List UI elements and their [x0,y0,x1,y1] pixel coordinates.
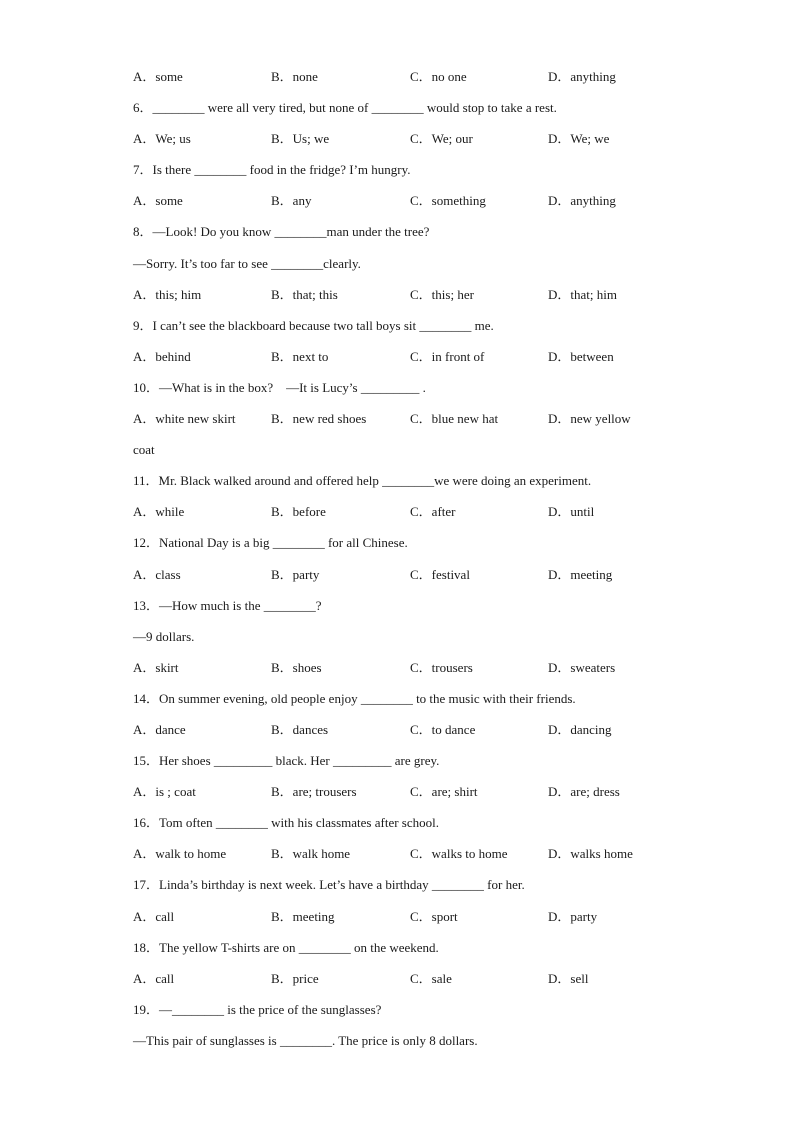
option-b: B．before [271,504,326,520]
question-8: 8．—Look! Do you know ________man under the tree? [133,224,430,240]
option-d: D．that; him [548,286,617,302]
option-c: C．trousers [410,659,473,675]
option-a: A．walk to home [133,846,227,862]
options-row [133,838,693,869]
question-19-reply: —This pair of sunglasses is ________. The price is only 8 dollars. [133,1032,478,1048]
question-17: 17．Linda’s birthday is next week. Let’s have a birthday ________ for her. [133,877,525,893]
option-d: D．sell [548,970,589,986]
question-14: 14．On summer evening, old people enjoy ________ to the music with their friends. [133,690,576,706]
option-a: A．call [133,970,175,986]
option-b: B．shoes [271,659,322,675]
option-a: A．behind [133,348,191,364]
question-11: 11．Mr. Black walked around and offered help ________we were doing an experiment. [133,473,592,489]
option-c: C．in front of [410,348,485,364]
option-b: B．party [271,566,320,582]
option-a: A．dance [133,721,186,737]
option-c: C．sale [410,970,452,986]
options-row [133,776,693,807]
option-b: B．are; trousers [271,784,357,800]
option-d: D．are; dress [548,784,620,800]
question-13-reply: —9 dollars. [133,628,195,644]
option-b: B．new red shoes [271,411,367,427]
option-b: B．walk home [271,846,351,862]
option-a: A．class [133,566,181,582]
option-c: C．sport [410,908,458,924]
option-b: B．that; this [271,286,338,302]
option-wrap: coat [133,442,155,458]
option-c: C．after [410,504,456,520]
options-row [133,123,693,154]
option-a: A．white new skirt [133,411,236,427]
question-16: 16．Tom often ________ with his classmates after school. [133,815,439,831]
option-b: B．meeting [271,908,335,924]
option-b: B．none [271,69,318,84]
question-8-reply: —Sorry. It’s too far to see ________clearly. [133,255,361,271]
option-a: A．while [133,504,185,520]
option-d: D．walks home [548,846,633,862]
option-d: D．dancing [548,721,612,737]
option-a: A．this; him [133,286,202,302]
option-b: B．Us; we [271,131,330,147]
option-d: D．new yellow [548,411,631,427]
options-row [133,185,693,216]
option-c: C．festival [410,566,470,582]
option-d: D．anything [548,193,616,209]
options-row [133,963,693,994]
options-row [133,341,693,372]
options-row [133,559,693,590]
option-c: C．We; our [410,131,473,147]
option-b: B．dances [271,721,329,737]
question-18: 18．The yellow T-shirts are on ________ on the weekend. [133,939,439,955]
option-d: D．We; we [548,131,610,147]
options-row [133,714,693,745]
option-a: A．We; us [133,131,191,147]
option-d: D．until [548,504,595,520]
option-c: C．walks to home [410,846,508,862]
option-a: A．some [133,193,183,209]
option-b: B．any [271,193,312,209]
option-c: C．no one [410,69,467,84]
option-c: C．are; shirt [410,784,478,800]
option-c: C．to dance [410,721,476,737]
option-a: A．skirt [133,659,179,675]
question-6: 6．________ were all very tired, but none of ________ would stop to take a rest. [133,100,557,116]
option-c: C．blue new hat [410,411,499,427]
option-a: A．call [133,908,175,924]
option-a: A．is ; coat [133,784,196,800]
option-d: D．between [548,348,614,364]
options-row [133,61,693,92]
options-row [133,901,693,932]
option-c: C．something [410,193,486,209]
options-row [133,279,693,310]
question-7: 7．Is there ________ food in the fridge? I’m hungry. [133,162,411,178]
option-c: C．this; her [410,286,474,302]
question-15: 15．Her shoes _________ black. Her _________ are grey. [133,753,440,769]
question-12: 12．National Day is a big ________ for all Chinese. [133,535,408,551]
option-a: A．some [133,69,183,84]
option-b: B．price [271,970,319,986]
option-d: D．party [548,908,598,924]
question-10: 10．—What is in the box? —It is Lucy’s _________ . [133,379,426,395]
options-row [133,403,693,434]
option-d: D．meeting [548,566,613,582]
options-row [133,496,693,527]
question-19: 19．—________ is the price of the sunglasses? [133,1001,382,1017]
option-d: D．anything [548,69,616,84]
option-b: B．next to [271,348,329,364]
question-9: 9．I can’t see the blackboard because two tall boys sit ________ me. [133,317,494,333]
option-d: D．sweaters [548,659,616,675]
question-13: 13．—How much is the ________? [133,597,322,613]
worksheet-page [133,61,693,1056]
options-row [133,652,693,683]
